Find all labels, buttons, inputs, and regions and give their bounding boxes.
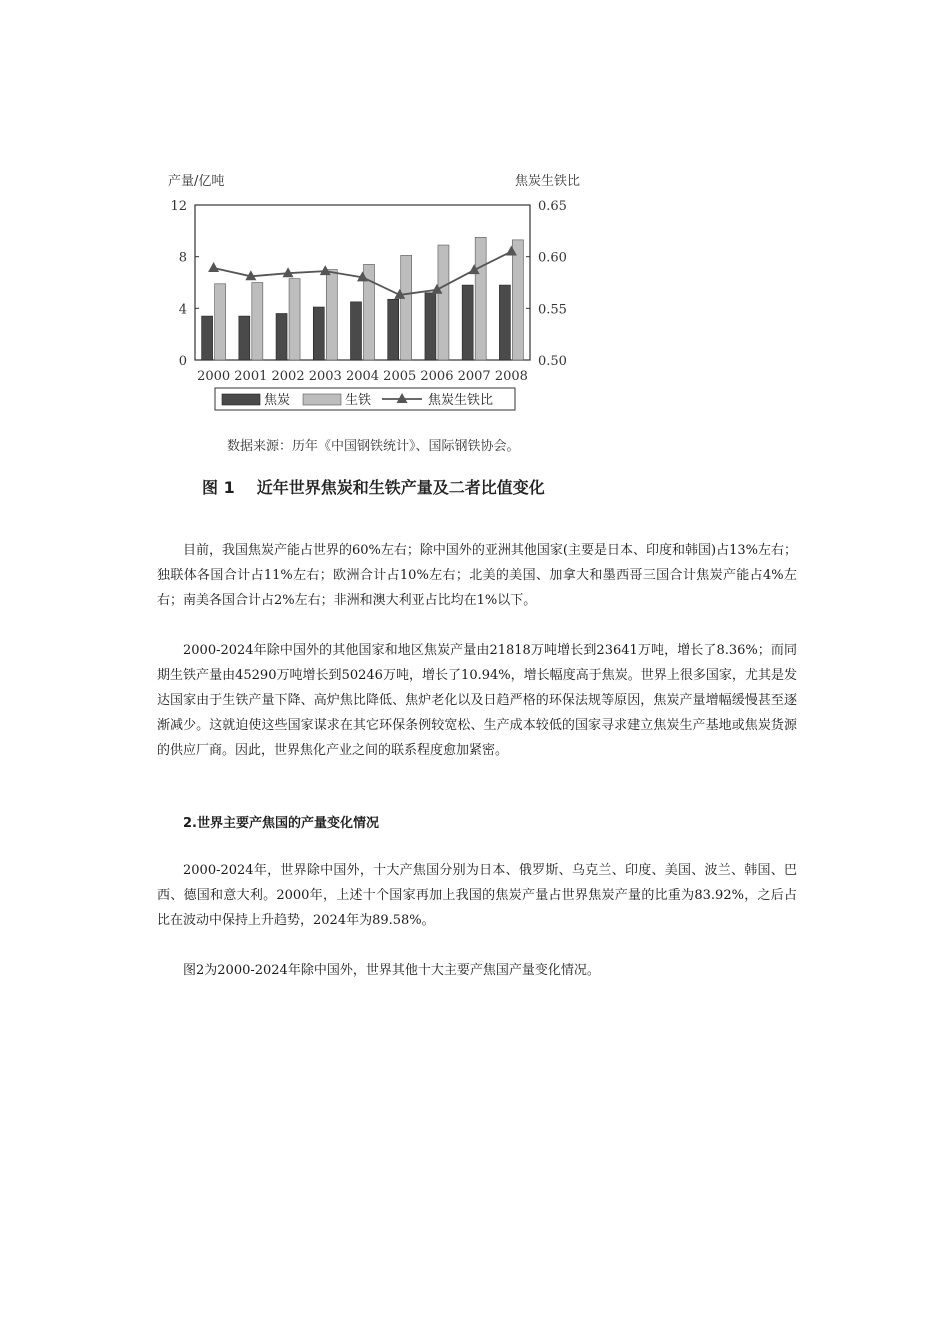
bar-pig-iron bbox=[289, 279, 300, 360]
paragraph-production-growth: 2000-2024年除中国外的其他国家和地区焦炭产量由21818万吨增长到23641万吨，增长了8.36%；而同期生铁产量由45290万吨增长到50246万吨，增长了10.94%，增长幅度高于焦炭。世界上很多国家，尤其是发达国家由于生铁产量下降、高炉焦比降低、焦炉老化以及日趋严格的环保法规等原因，焦炭产量增幅缓慢甚至逐渐减少。这就迫使这些国家谋求在其它环保条例较宽松、生产成本较低的国家寻求建立焦炭生产基地或焦炭货源的供应厂商。因此，世界焦化产业之间的联系程度愈加紧密。 bbox=[157, 643, 797, 758]
bar-pig-iron bbox=[512, 240, 523, 360]
ratio-marker bbox=[208, 262, 219, 272]
x-tick-label: 2004 bbox=[345, 369, 380, 384]
bar-pig-iron bbox=[401, 255, 412, 360]
x-tick-label: 2007 bbox=[457, 369, 491, 384]
y-right-tick-label: 0.65 bbox=[538, 199, 567, 214]
bar-coke bbox=[462, 285, 473, 360]
x-tick-label: 2008 bbox=[494, 369, 528, 384]
figure-caption-number: 图 1 bbox=[202, 478, 235, 497]
x-tick-label: 2005 bbox=[383, 369, 417, 384]
legend-label-pig-iron: 生铁 bbox=[345, 393, 372, 408]
paragraph-figure-2-intro: 图2为2000-2024年除中国外，世界其他十大主要产焦国产量变化情况。 bbox=[183, 963, 600, 978]
bar-pig-iron bbox=[326, 270, 337, 360]
y-left-tick-label: 12 bbox=[170, 199, 187, 214]
bar-pig-iron bbox=[252, 283, 263, 361]
x-tick-label: 2002 bbox=[271, 369, 305, 384]
bar-coke bbox=[388, 299, 399, 360]
bar-pig-iron bbox=[438, 245, 449, 360]
bar-coke bbox=[239, 316, 250, 360]
y-right-tick-label: 0.60 bbox=[538, 250, 567, 266]
bar-pig-iron bbox=[215, 284, 226, 360]
paragraph-top-producers: 2000-2024年，世界除中国外，十大产焦国分别为日本、俄罗斯、乌克兰、印度、美国、波兰、韩国、巴西、德国和意大利。2000年，上述十个国家再加上我国的焦炭产量占世界焦炭产量的比重为83.92%，之后占比在波动中保持上升趋势，2024年为89.58%。 bbox=[157, 863, 797, 928]
legend-marker-ratio bbox=[397, 393, 408, 403]
y-left-tick-label: 4 bbox=[178, 302, 187, 318]
bar-coke bbox=[313, 307, 324, 360]
y-right-tick-label: 0.50 bbox=[538, 354, 567, 369]
bar-coke bbox=[425, 293, 436, 360]
bar-coke bbox=[499, 285, 510, 360]
y-left-tick-label: 0 bbox=[178, 354, 187, 369]
section-heading: 2.世界主要产焦国的产量变化情况 bbox=[183, 816, 379, 831]
figure-caption bbox=[202, 475, 545, 498]
x-tick-label: 2001 bbox=[234, 369, 268, 384]
bar-coke bbox=[276, 314, 287, 361]
x-tick-label: 2003 bbox=[308, 369, 342, 384]
y-axis-left-title: 产量/亿吨 bbox=[168, 174, 225, 189]
legend-swatch-pig-iron bbox=[303, 394, 341, 405]
x-tick-label: 2006 bbox=[420, 369, 454, 384]
bar-coke bbox=[202, 316, 213, 360]
chart-figure bbox=[160, 160, 600, 505]
x-tick-label: 2000 bbox=[197, 369, 231, 384]
y-right-tick-label: 0.55 bbox=[538, 302, 567, 318]
legend-label-coke: 焦炭 bbox=[264, 393, 291, 408]
legend-label-ratio: 焦炭生铁比 bbox=[428, 393, 494, 408]
legend-swatch-coke bbox=[222, 394, 260, 405]
figure-caption-text: 近年世界焦炭和生铁产量及二者比值变化 bbox=[256, 478, 545, 497]
y-left-tick-label: 8 bbox=[178, 250, 187, 266]
bar-pig-iron bbox=[475, 237, 486, 360]
y-axis-right-title: 焦炭生铁比 bbox=[515, 174, 581, 189]
figure-source: 数据来源：历年《中国钢铁统计》、国际钢铁协会。 bbox=[227, 439, 520, 454]
bar-coke bbox=[351, 302, 362, 360]
paragraph-capacity-share: 目前，我国焦炭产能占世界的60%左右；除中国外的亚洲其他国家(主要是日本、印度和韩国)占13%左右；独联体各国合计占11%左右；欧洲合计占10%左右；北美的美国、加拿大和墨西哥三国合计焦炭产能占4%左右；南美各国合计占2%左右；非洲和澳大利亚占比均在1%以下。 bbox=[157, 543, 797, 608]
chart-svg bbox=[160, 160, 600, 430]
